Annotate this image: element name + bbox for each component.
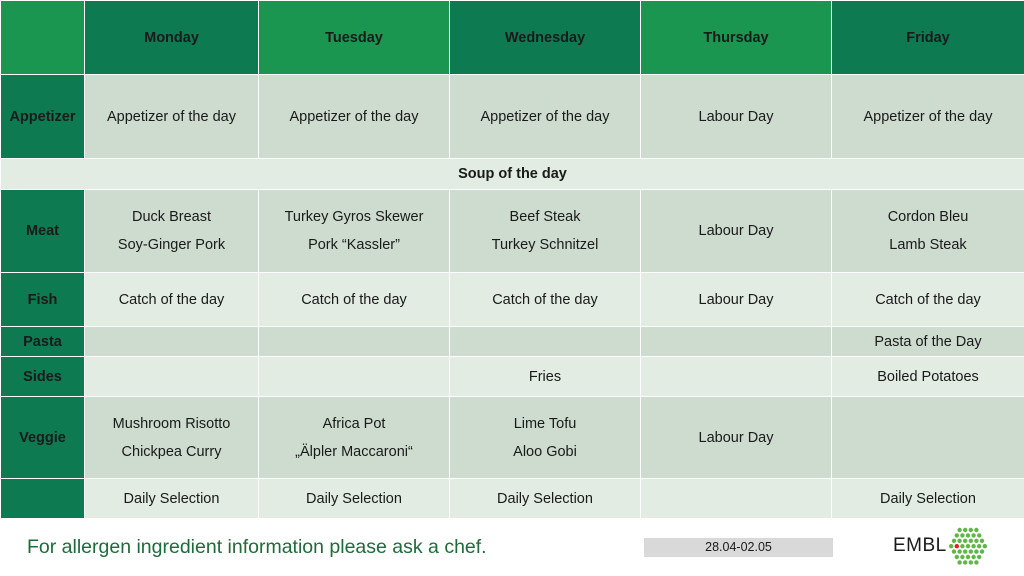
logo-dot <box>971 533 975 537</box>
dish-name: Mushroom Risotto <box>112 415 231 432</box>
logo-dot <box>955 555 959 559</box>
dish-name: Labour Day <box>698 223 774 239</box>
dish-name: Pasta of the Day <box>874 333 982 350</box>
logo-dot <box>963 539 967 543</box>
menu-cell <box>641 479 832 519</box>
dish-name: Duck Breast <box>132 209 211 225</box>
menu-cell <box>450 75 641 159</box>
dish-name: Catch of the day <box>301 291 407 308</box>
menu-cell <box>641 357 832 397</box>
dish-name: Fries <box>528 368 562 385</box>
dish-name: Daily Selection <box>123 490 220 507</box>
daily-selection-row <box>1 479 1024 519</box>
logo-dot <box>960 544 964 548</box>
logo-dot <box>957 539 961 543</box>
menu-cell <box>85 479 259 519</box>
logo-dot <box>963 560 967 564</box>
dish-name: „Älpler Maccaroni“ <box>295 443 413 460</box>
day-header-wednesday: Wednesday <box>450 1 641 75</box>
day-header-friday: Friday <box>832 1 1024 75</box>
dish-name: Cordon Bleu <box>887 209 969 225</box>
row-label-appetizer: Appetizer <box>1 75 85 159</box>
menu-cell <box>85 75 259 159</box>
corner-cell <box>1 1 85 75</box>
logo-dot <box>960 533 964 537</box>
dish-name: Africa Pot <box>322 415 386 432</box>
logo-dot <box>966 544 970 548</box>
dish-name: Lime Tofu <box>513 415 577 432</box>
menu-cell <box>832 479 1024 519</box>
sides-row <box>1 357 1024 397</box>
dish-name: Appetizer of the day <box>289 108 419 125</box>
menu-cell <box>832 75 1024 159</box>
dish-name: Boiled Potatoes <box>877 368 979 385</box>
dish-name: Daily Selection <box>306 490 402 507</box>
dish-name: Appetizer of the day <box>863 108 993 125</box>
logo-dot <box>960 555 964 559</box>
day-header-monday: Monday <box>85 1 259 75</box>
menu-cell <box>641 397 832 479</box>
row-label-meat: Meat <box>1 190 85 273</box>
row-label-veggie: Veggie <box>1 397 85 479</box>
menu-cell <box>259 479 450 519</box>
logo-dot <box>963 549 967 553</box>
logo-dot <box>949 544 953 548</box>
dish-name: Labour Day <box>698 429 774 446</box>
pasta-row <box>1 327 1024 357</box>
menu-cell <box>832 273 1024 327</box>
menu-cell <box>259 273 450 327</box>
dish-name: Chickpea Curry <box>121 443 222 460</box>
embl-logo <box>893 525 993 569</box>
logo-dot <box>952 549 956 553</box>
logo-dot <box>969 549 973 553</box>
menu-cell <box>832 190 1024 273</box>
menu-cell <box>450 327 641 357</box>
logo-dot <box>971 544 975 548</box>
logo-dot <box>966 533 970 537</box>
fish-row <box>1 273 1024 327</box>
row-label-fish: Fish <box>1 273 85 327</box>
menu-cell <box>85 190 259 273</box>
logo-dot <box>957 528 961 532</box>
menu-cell <box>450 479 641 519</box>
dish-name: Turkey Gyros Skewer <box>284 209 424 225</box>
logo-dot <box>957 549 961 553</box>
veggie-row <box>1 397 1024 479</box>
logo-dot <box>980 549 984 553</box>
logo-dot <box>977 544 981 548</box>
menu-cell <box>641 327 832 357</box>
header-row <box>1 1 1024 75</box>
logo-dot <box>969 528 973 532</box>
menu-cell <box>259 190 450 273</box>
logo-dot <box>977 555 981 559</box>
menu-cell <box>85 273 259 327</box>
dish-name: Lamb Steak <box>889 237 967 253</box>
logo-dot <box>980 539 984 543</box>
menu-cell <box>259 397 450 479</box>
row-label-empty <box>1 479 85 519</box>
logo-dot <box>974 539 978 543</box>
menu-cell <box>259 357 450 397</box>
menu-cell <box>85 357 259 397</box>
menu-cell <box>641 273 832 327</box>
logo-dot <box>955 533 959 537</box>
logo-text: EMBL <box>893 535 947 556</box>
logo-dot <box>952 539 956 543</box>
dish-name: Labour Day <box>698 291 774 308</box>
dish-name: Soy-Ginger Pork <box>117 237 226 253</box>
menu-cell <box>85 327 259 357</box>
logo-dot <box>955 544 959 548</box>
row-label-pasta: Pasta <box>1 327 85 357</box>
date-range-badge: 28.04-02.05 <box>644 538 833 557</box>
dish-name: Pork “Kassler” <box>308 237 400 253</box>
dish-name: Turkey Schnitzel <box>491 237 599 253</box>
appetizer-row <box>1 75 1024 159</box>
soup-of-the-day: Soup of the day <box>1 159 1024 190</box>
logo-dot <box>974 560 978 564</box>
dish-name: Appetizer of the day <box>107 108 236 125</box>
menu-cell <box>832 327 1024 357</box>
hexagon-dots-icon <box>948 525 988 569</box>
dish-name: Catch of the day <box>875 291 981 308</box>
logo-dot <box>983 544 987 548</box>
dish-name: Labour Day <box>698 108 774 125</box>
logo-dot <box>969 539 973 543</box>
menu-cell <box>259 327 450 357</box>
menu-cell <box>450 397 641 479</box>
menu-cell <box>450 273 641 327</box>
logo-dot <box>974 528 978 532</box>
dish-name: Daily Selection <box>880 490 976 507</box>
dish-name: Daily Selection <box>497 490 593 507</box>
logo-dot <box>971 555 975 559</box>
meat-row <box>1 190 1024 273</box>
logo-dot <box>957 560 961 564</box>
menu-cell <box>832 357 1024 397</box>
menu-cell <box>450 357 641 397</box>
allergen-note: For allergen ingredient information please ask a chef. <box>27 536 487 558</box>
logo-dot <box>977 533 981 537</box>
soup-row <box>1 159 1024 190</box>
dish-name: Aloo Gobi <box>513 443 577 460</box>
dish-name: Beef Steak <box>509 209 581 225</box>
day-header-thursday: Thursday <box>641 1 832 75</box>
menu-cell <box>259 75 450 159</box>
dish-name: Appetizer of the day <box>480 108 610 125</box>
logo-dot <box>963 528 967 532</box>
day-header-tuesday: Tuesday <box>259 1 450 75</box>
menu-cell <box>641 75 832 159</box>
logo-dot <box>974 549 978 553</box>
menu-cell <box>641 190 832 273</box>
dish-name: Catch of the day <box>118 291 225 308</box>
dish-name: Catch of the day <box>492 291 598 308</box>
row-label-sides: Sides <box>1 357 85 397</box>
logo-dot <box>969 560 973 564</box>
menu-cell <box>450 190 641 273</box>
menu-cell <box>832 397 1024 479</box>
menu-cell <box>85 397 259 479</box>
logo-dot <box>966 555 970 559</box>
